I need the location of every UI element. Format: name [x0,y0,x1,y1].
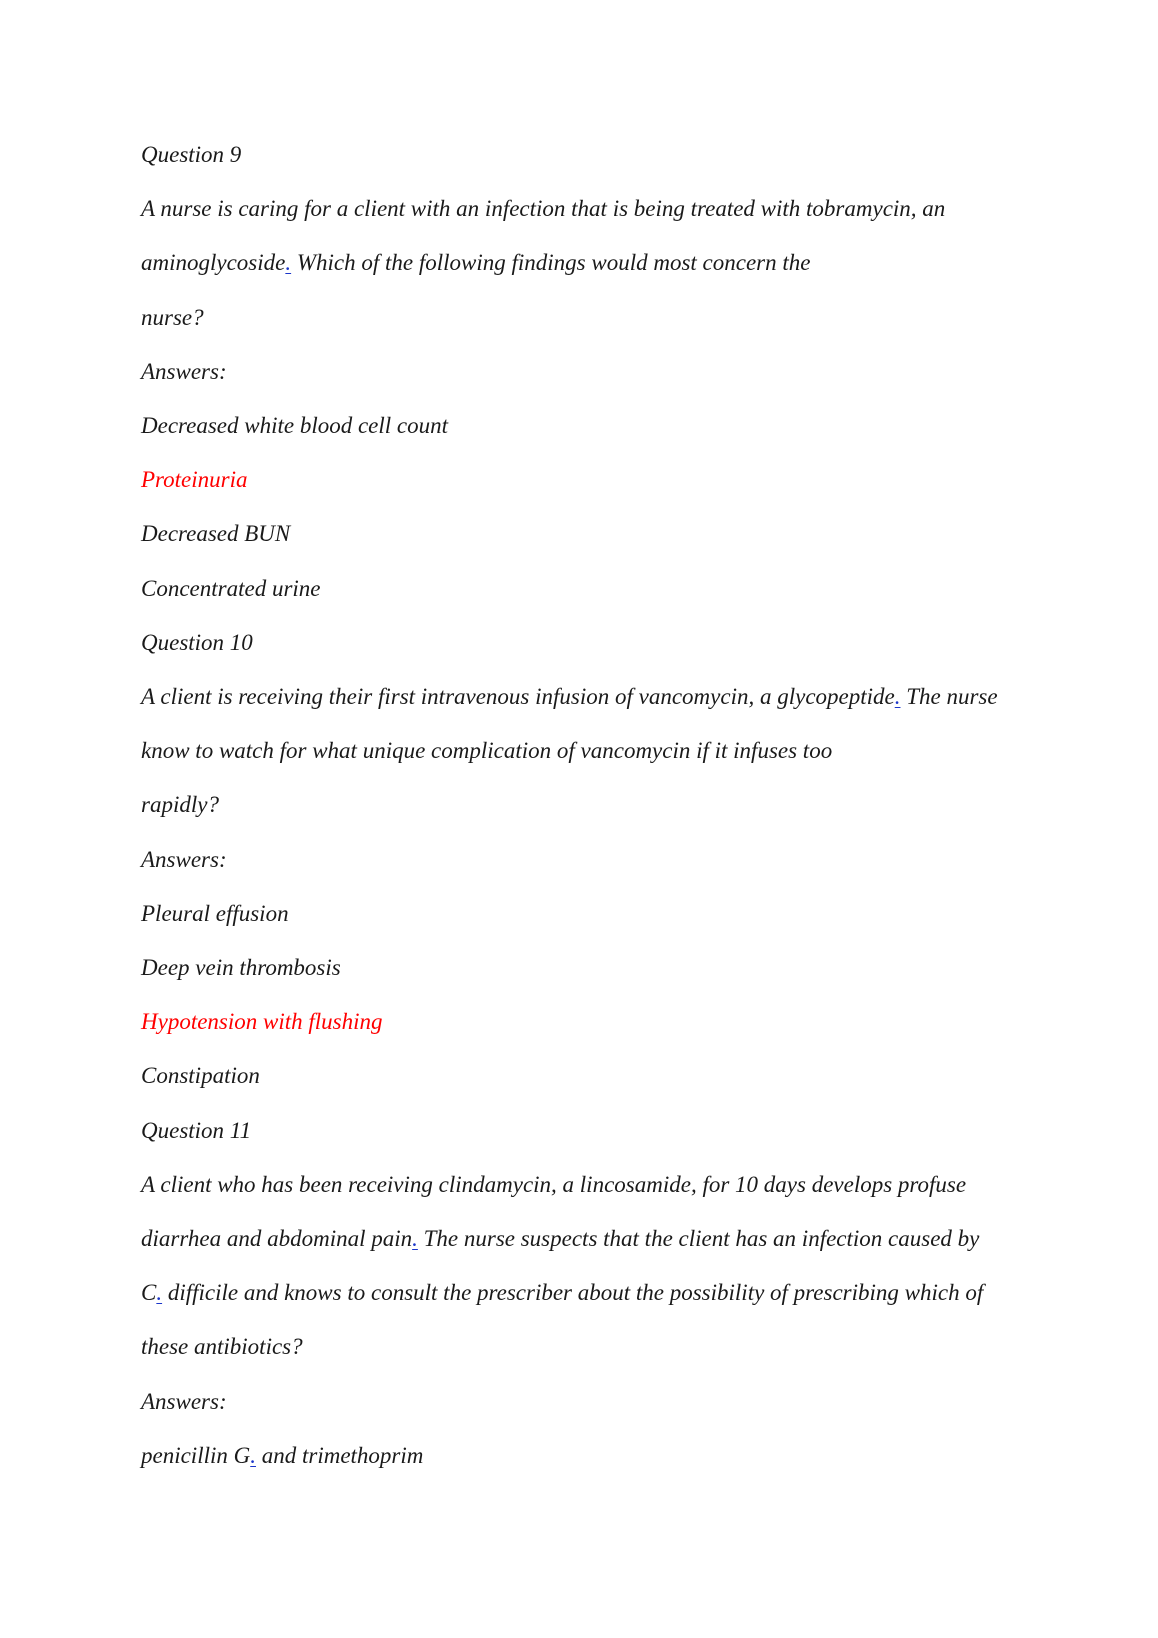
question-11-option-text: and trimethoprim [255,1442,424,1468]
question-11-link-1[interactable]: . [412,1226,418,1252]
question-11-stem-line-2 [141,1212,1041,1266]
question-10-option-1: Pleural effusion [141,900,289,926]
question-11-stem-text: diarrhea and abdominal pain [141,1226,413,1252]
question-10-title: Question 10 [141,629,253,655]
question-10-stem-line-1 [141,670,1041,724]
question-11-stem-text: The nurse suspects that the client has an infection caused by [417,1226,980,1252]
question-11-answers-label: Answers: [141,1388,227,1414]
question-11-link-2[interactable]: . [156,1280,163,1306]
question-10-stem-line-2: know to watch for what unique complication of vancomycin if it infuses too [141,738,833,764]
question-11-option-text: penicillin G [141,1442,251,1468]
question-10-stem-text: A client is receiving their first intravenous infusion of vancomycin, a glycopeptide [141,684,895,710]
question-9-option-4: Concentrated urine [141,575,321,601]
question-9-stem-text: Which of the following findings would most concern the [291,250,811,276]
question-11-stem-line-1: A client who has been receiving clindamycin, a lincosamide, for 10 days develops profuse [141,1171,967,1197]
question-10-stem-text: The nurse [900,684,998,710]
question-11-title: Question 11 [141,1117,252,1143]
question-10-option-2: Deep vein thrombosis [141,955,341,981]
question-10-stem-line-3: rapidly? [141,792,219,818]
question-11-option-link[interactable]: . [250,1442,256,1468]
question-9-option-3: Decreased BUN [141,521,291,547]
question-10-option-4: Constipation [141,1063,260,1089]
question-9-option-1: Decreased white blood cell count [141,413,449,439]
question-9-stem-line-3: nurse? [141,304,204,330]
question-9-title: Question 9 [141,142,242,167]
question-9-stem-line-2 [141,236,1041,290]
question-9-stem-line-1: A nurse is caring for a client with an infection that is being treated with tobramycin, an [141,196,946,222]
question-9-stem-text: aminoglycoside [141,250,286,276]
question-11-stem-line-4: these antibiotics? [141,1334,303,1360]
question-11-stem-text: C [141,1280,157,1306]
question-9-link[interactable]: . [285,250,292,276]
question-11-stem-text: difficile and knows to consult the prescriber about the possibility of prescribing which of [162,1280,984,1306]
question-10-answers-label: Answers: [141,846,227,872]
question-10-option-3-correct: Hypotension with flushing [141,1009,383,1035]
question-11-stem-line-3 [141,1266,1041,1320]
question-9-option-2-correct: Proteinuria [141,467,248,493]
question-10-link[interactable]: . [894,684,901,710]
document-content [141,128,1041,1483]
question-11-option-1 [141,1429,1041,1483]
question-9-answers-label: Answers: [141,358,227,384]
